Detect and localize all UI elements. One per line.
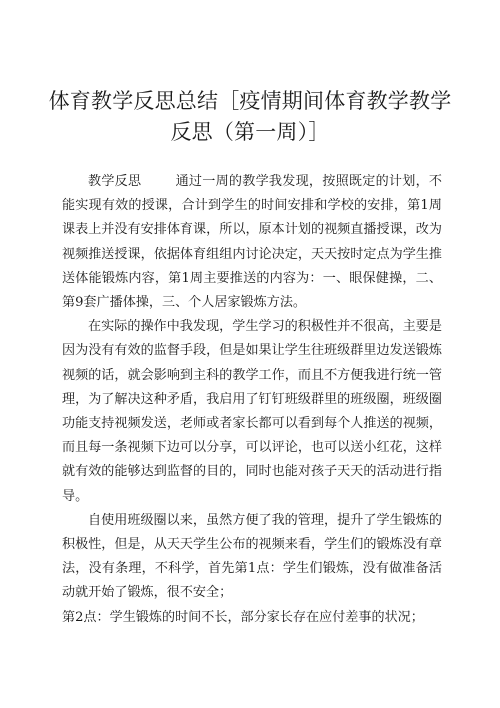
- paragraph-2: 在实际的操作中我发现，学生学习的积极性并不很高，主要是因为没有有效的监督手段，但是如果让学生往班级群里边发送锻炼视频的话，就会影响到主科的教学工作，而且不方便我进行统一管理，为了解决这种矛盾，我启用了钉钉班级群里的班级圈，班级圈功能支持视频发送，老师或者家长都可以看到每个人推送的视频，而且每一条视频下边可以分享，可以评论，也可以送小红花，这样就有效的能够达到监督的目的，同时也能对孩子天天的活动进行指导。: [62, 319, 442, 504]
- document-title: 体育教学反思总结［疫情期间体育教学教学反思（第一周）］: [48, 89, 452, 144]
- document-body: [62, 170, 442, 630]
- section-label: 教学反思: [88, 174, 142, 189]
- paragraph-4: 第2点：学生锻炼的时间不长，部分家长存在应付差事的状况；: [62, 609, 424, 625]
- paragraph-1: [62, 170, 442, 315]
- paragraph-1-text: 通过一周的教学我发现，按照既定的计划，不能实现有效的授课，合计到学生的时间安排和学校的安排，第1周课表上并没有安排体育课，所以，原本计划的视频直播授课，改为视频推送授课，依据体育组组内讨论决定，天天按时定点为学生推送体能锻炼内容，第1周主要推送的内容为：一、眼保健操，二、第9套广播体操，三、个人居家锻炼方法。: [62, 174, 443, 311]
- paragraph-3: 自使用班级圈以来，虽然方便了我的管理，提升了学生锻炼的积极性，但是，从天天学生公布的视频来看，学生们的锻炼没有章法，没有条理，不科学，首先第1点：学生们锻炼，没有做准备活动就开始了锻炼，很不安全；: [62, 512, 442, 601]
